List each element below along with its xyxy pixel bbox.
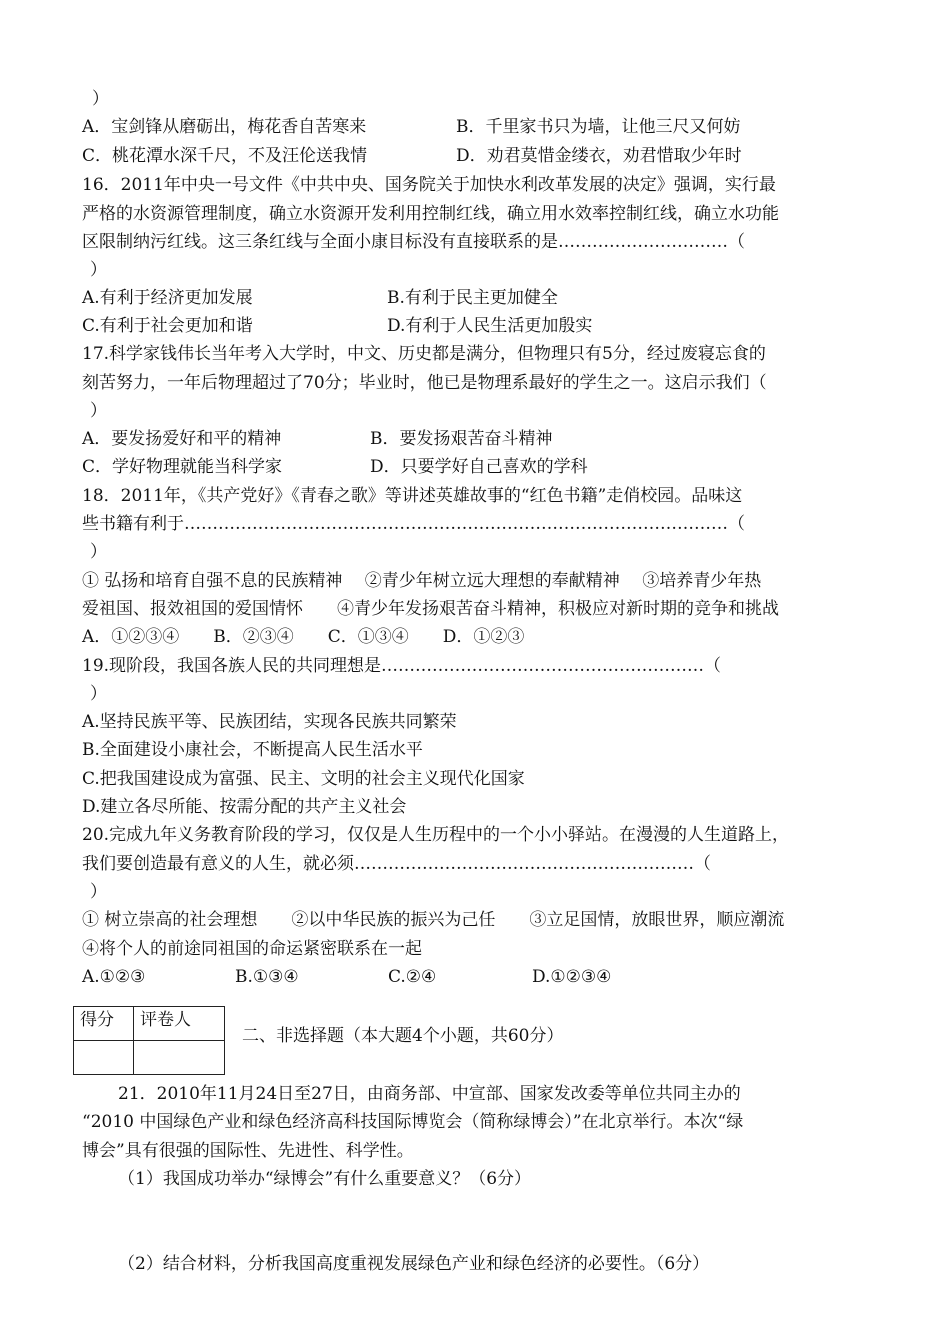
q18-stem-line2: 些书籍有利于……………………………………………………………………………………（ xyxy=(82,514,745,534)
q21-stem-line1: 21．2010年11月24日至27日，由商务部、中宣部、国家发改委等单位共同主办的 xyxy=(118,1084,741,1104)
q21-stem-line2: “2010 中国绿色产业和绿色经济高科技国际博览会（简称绿博会）”在北京举行。本次“绿 xyxy=(82,1112,744,1132)
q20-option-b: B.①③④ xyxy=(235,967,299,987)
q20-statements-line1: ① 树立崇高的社会理想 ②以中华民族的振兴为己任 ③立足国情，放眼世界，顺应潮流 xyxy=(82,910,785,930)
q20-stem-line1: 20.完成九年义务教育阶段的学习，仅仅是人生历程中的一个小小驿站。在漫漫的人生道路上， xyxy=(82,825,790,845)
q16-option-b: B.有利于民主更加健全 xyxy=(387,288,558,308)
q16-stem-line2: 严格的水资源管理制度，确立水资源开发利用控制红线，确立用水效率控制红线，确立水功能 xyxy=(82,204,779,224)
q17-option-c: C．学好物理就能当科学家 xyxy=(82,457,283,477)
q19-option-d: D.建立各尽所能、按需分配的共产主义社会 xyxy=(82,797,407,817)
q15-option-a: A．宝剑锋从磨砺出，梅花香自苦寒来 xyxy=(82,117,367,137)
q16-option-c: C.有利于社会更加和谐 xyxy=(82,316,253,336)
q20-option-a: A.①②③ xyxy=(82,967,146,987)
q16-paren-close: ） xyxy=(90,260,107,280)
q16-option-d: D.有利于人民生活更加殷实 xyxy=(387,316,593,336)
q18-statements-line2: 爱祖国、报效祖国的爱国情怀 ④青少年发扬艰苦奋斗精神，积极应对新时期的竞争和挑战 xyxy=(82,599,779,619)
q19-stem: 19.现阶段，我国各族人民的共同理想是…………………………………………………（ xyxy=(82,656,722,676)
q15-option-b: B．千里家书只为墙，让他三尺又何妨 xyxy=(456,117,741,137)
q15-paren-close: ） xyxy=(92,89,109,109)
q17-option-d: D．只要学好自己喜欢的学科 xyxy=(370,457,588,477)
q20-stem-line2: 我们要创造最有意义的人生，就必须……………………………………………………（ xyxy=(82,854,711,874)
q18-stem-line1: 18．2011年，《共产党好》《青春之歌》等讲述英雄故事的“红色书籍”走俏校园。品味这 xyxy=(82,486,743,506)
q19-option-b: B.全面建设小康社会，不断提高人民生活水平 xyxy=(82,740,423,760)
q21-stem-line3: 博会”具有很强的国际性、先进性、科学性。 xyxy=(82,1141,414,1161)
q20-option-c: C.②④ xyxy=(388,967,437,987)
q17-paren-close: ） xyxy=(90,401,107,421)
section2-title: 二、非选择题（本大题4个小题，共60分） xyxy=(242,1026,564,1046)
q19-option-c: C.把我国建设成为富强、民主、文明的社会主义现代化国家 xyxy=(82,769,525,789)
q17-stem-line1: 17.科学家钱伟长当年考入大学时，中文、历史都是满分，但物理只有5分，经过废寝忘食的 xyxy=(82,344,766,364)
q17-option-a: A．要发扬爱好和平的精神 xyxy=(82,429,282,449)
q19-paren-close: ） xyxy=(90,684,107,704)
q17-option-b: B．要发扬艰苦奋斗精神 xyxy=(370,429,553,449)
grader-label-cell: 评卷人 xyxy=(134,1007,225,1041)
q16-stem-line3: 区限制纳污红线。这三条红线与全面小康目标没有直接联系的是…………………………（ xyxy=(82,232,745,252)
q18-paren-close: ） xyxy=(90,542,107,562)
q21-subquestion-2: （2）结合材料，分析我国高度重视发展绿色产业和绿色经济的必要性。（6分） xyxy=(118,1254,710,1274)
q18-options: A．①②③④ B．②③④ C．①③④ D．①②③ xyxy=(82,627,525,647)
score-table xyxy=(73,1006,225,1075)
grader-value-cell[interactable] xyxy=(134,1041,225,1075)
q20-statements-line2: ④将个人的前途同祖国的命运紧密联系在一起 xyxy=(82,939,422,959)
q15-option-c: C．桃花潭水深千尺，不及汪伦送我情 xyxy=(82,146,368,166)
q17-stem-line2: 刻苦努力，一年后物理超过了70分；毕业时，他已是物理系最好的学生之一。这启示我们（ xyxy=(82,373,767,393)
score-value-cell[interactable] xyxy=(74,1041,134,1075)
q21-subquestion-1: （1）我国成功举办“绿博会”有什么重要意义？（6分） xyxy=(118,1169,532,1189)
q20-paren-close: ） xyxy=(90,882,107,902)
q18-statements-line1: ① 弘扬和培育自强不息的民族精神 ②青少年树立远大理想的奉献精神 ③培养青少年热 xyxy=(82,571,762,591)
q20-option-d: D.①②③④ xyxy=(532,967,612,987)
score-label-cell: 得分 xyxy=(74,1007,134,1041)
q19-option-a: A.坚持民族平等、民族团结，实现各民族共同繁荣 xyxy=(82,712,457,732)
q16-stem-line1: 16．2011年中央一号文件《中共中央、国务院关于加快水利改革发展的决定》强调，实行最 xyxy=(82,175,776,195)
q15-option-d: D．劝君莫惜金缕衣，劝君惜取少年时 xyxy=(456,146,742,166)
q16-option-a: A.有利于经济更加发展 xyxy=(82,288,253,308)
